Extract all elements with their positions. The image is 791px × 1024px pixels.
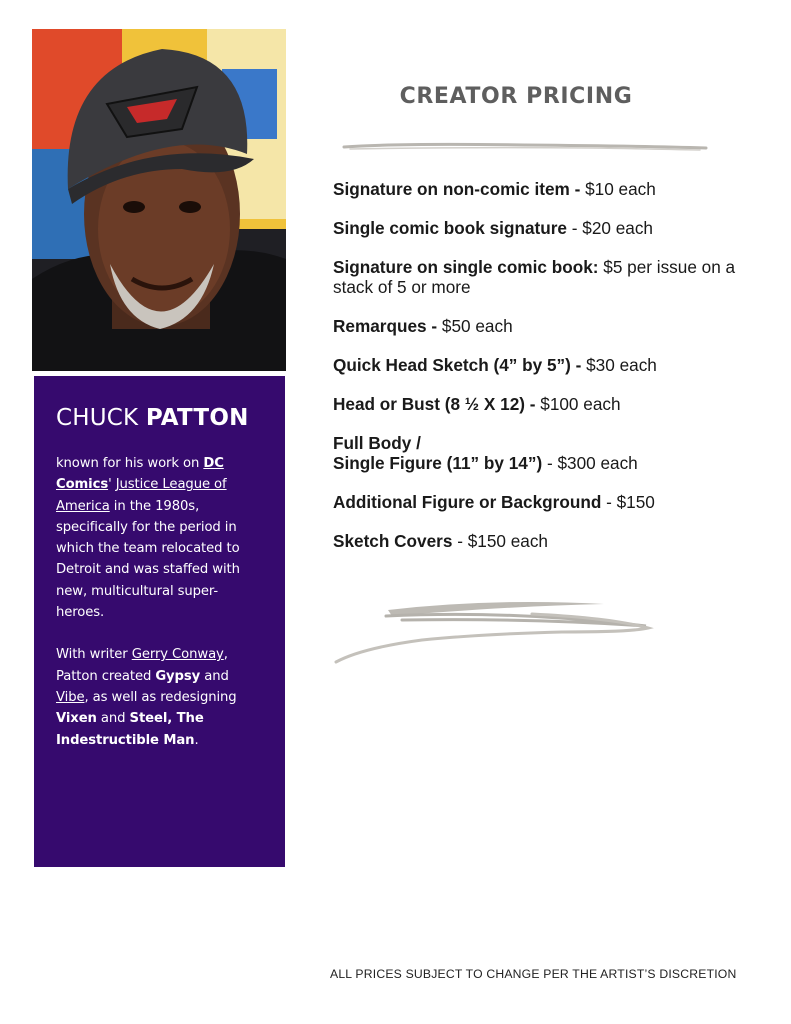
bio-text: With writer — [56, 647, 132, 663]
price-item-label: Remarques - — [333, 316, 438, 336]
bio-panel — [34, 376, 285, 867]
gypsy-name: Gypsy — [155, 668, 201, 684]
price-item-label-line1: Full Body / — [333, 433, 421, 453]
price-item-price: $10 each — [580, 179, 656, 199]
price-item-price: $30 each — [581, 355, 657, 375]
creator-first-name: CHUCK — [56, 405, 139, 431]
price-item-label: Sketch Covers — [333, 531, 453, 551]
price-item — [333, 355, 753, 375]
price-item-price: $50 each — [437, 316, 513, 336]
bio-text: and — [96, 711, 130, 727]
bio-text: , Patton created — [56, 647, 228, 684]
price-item-price: - $150 — [601, 492, 655, 512]
vibe-link[interactable]: Vibe — [56, 689, 85, 705]
justice-league-link[interactable]: Justice League of America — [56, 477, 227, 514]
creator-last-name: PATTON — [145, 405, 249, 431]
price-item-label: Single Figure (11” by 14”) — [333, 453, 543, 473]
decorative-swoosh — [332, 596, 654, 668]
price-item-label: Additional Figure or Background — [333, 492, 602, 512]
price-item — [333, 394, 753, 414]
price-item-price: $100 each — [535, 394, 621, 414]
vixen-name: Vixen — [56, 711, 97, 727]
bio-paragraph-1 — [56, 453, 263, 623]
bio-text: . — [194, 732, 199, 748]
price-item-label: Head or Bust (8 ½ X 12) - — [333, 394, 536, 414]
price-item-price: - $300 each — [542, 453, 638, 473]
bio-text: in the 1980s, specifically for the period in which the team relocated to Detroit and was staffed with new, multicultural super-heroes. — [56, 498, 240, 621]
bio-text: ' — [108, 477, 116, 493]
price-item — [333, 433, 753, 473]
price-item — [333, 179, 753, 199]
price-item — [333, 257, 753, 297]
price-item-label: Quick Head Sketch (4” by 5”) - — [333, 355, 582, 375]
bio-paragraph-2 — [56, 644, 263, 750]
steel-name: Steel, The Indestructible Man — [56, 711, 204, 748]
pricing-title: CREATOR PRICING — [399, 84, 633, 109]
bio-text: and — [200, 668, 229, 684]
bio-text: , as well as redesigning — [84, 689, 237, 705]
price-item-label: Single comic book signature — [333, 218, 567, 238]
title-brush-stroke — [340, 140, 710, 154]
creator-portrait-illustration — [32, 29, 286, 371]
creator-name — [56, 403, 263, 433]
pricing-disclaimer: ALL PRICES SUBJECT TO CHANGE PER THE ARTIST’S DISCRETION — [330, 967, 737, 981]
price-item — [333, 531, 753, 551]
gerry-conway-link[interactable]: Gerry Conway — [131, 647, 224, 663]
price-item-price: $5 per issue on a stack of 5 or more — [333, 257, 736, 297]
price-item-price: - $20 each — [567, 218, 653, 238]
price-item-label: Signature on single comic book: — [333, 257, 599, 277]
price-item-price: - $150 each — [452, 531, 548, 551]
dc-comics-link-label: DC Comics — [56, 456, 224, 493]
creator-photo — [32, 29, 286, 371]
price-item — [333, 316, 753, 336]
price-item-label: Signature on non-comic item - — [333, 179, 581, 199]
price-item — [333, 492, 753, 512]
price-list — [333, 179, 753, 570]
price-item — [333, 218, 753, 238]
bio-text: known for his work on — [56, 456, 204, 471]
